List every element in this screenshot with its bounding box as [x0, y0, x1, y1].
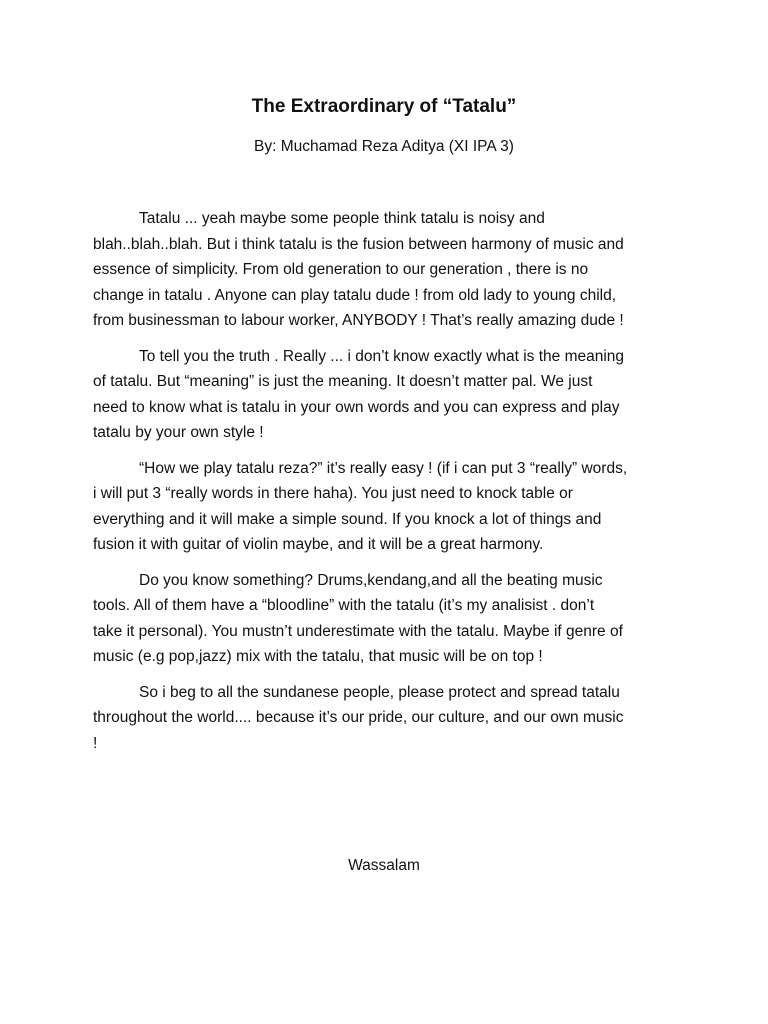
paragraph [93, 680, 679, 757]
text-line: Do you know something? Drums,kendang,and all the beating music [139, 571, 603, 589]
paragraph [93, 568, 679, 670]
text-line: of tatalu. But “meaning” is just the meaning. It doesn’t matter pal. We just [93, 373, 593, 390]
text-line: tools. All of them have a “bloodline” with the tatalu (it’s my analisist . don’t [93, 597, 595, 614]
text-line: need to know what is tatalu in your own words and you can express and play [93, 398, 620, 416]
text-line: take it personal). You mustn’t underestimate with the tatalu. Maybe if genre of [93, 622, 623, 640]
text-line: Tatalu ... yeah maybe some people think tatalu is noisy and [139, 210, 545, 227]
text-line: fusion it with guitar of violin maybe, and it will be a great harmony. [93, 536, 544, 553]
text-line: “How we play tatalu reza?” it’s really easy ! (if i can put 3 “really” words, [139, 459, 628, 477]
text-line: ! [93, 734, 98, 752]
text-line: tatalu by your own style ! [93, 424, 264, 441]
document-body [93, 206, 679, 766]
text-line: from businessman to labour worker, ANYBODY ! That’s really amazing dude ! [93, 312, 624, 329]
text-line: music (e.g pop,jazz) mix with the tatalu, that music will be on top ! [93, 648, 543, 665]
paragraph [93, 344, 679, 446]
text-line: i will put 3 “really words in there haha). You just need to knock table or [93, 485, 573, 502]
text-line: To tell you the truth . Really ... i don’t know exactly what is the meaning [139, 347, 625, 365]
text-line: change in tatalu . Anyone can play tatalu dude ! from old lady to young child, [93, 286, 617, 304]
text-line: essence of simplicity. From old generation to our generation , there is no [93, 261, 589, 278]
paragraph [93, 456, 679, 558]
author-byline: By: Muchamad Reza Aditya (XI IPA 3) [254, 138, 514, 155]
text-line: throughout the world.... because it’s our pride, our culture, and our own music [93, 709, 624, 726]
text-line: blah..blah..blah. But i think tatalu is the fusion between harmony of music and [93, 235, 624, 253]
text-line: everything and it will make a simple sound. If you knock a lot of things and [93, 510, 602, 528]
document-title: The Extraordinary of “Tatalu” [251, 96, 517, 117]
text-line: So i beg to all the sundanese people, please protect and spread tatalu [139, 683, 620, 701]
paragraph [93, 206, 679, 334]
closing-text: Wassalam [348, 857, 420, 874]
